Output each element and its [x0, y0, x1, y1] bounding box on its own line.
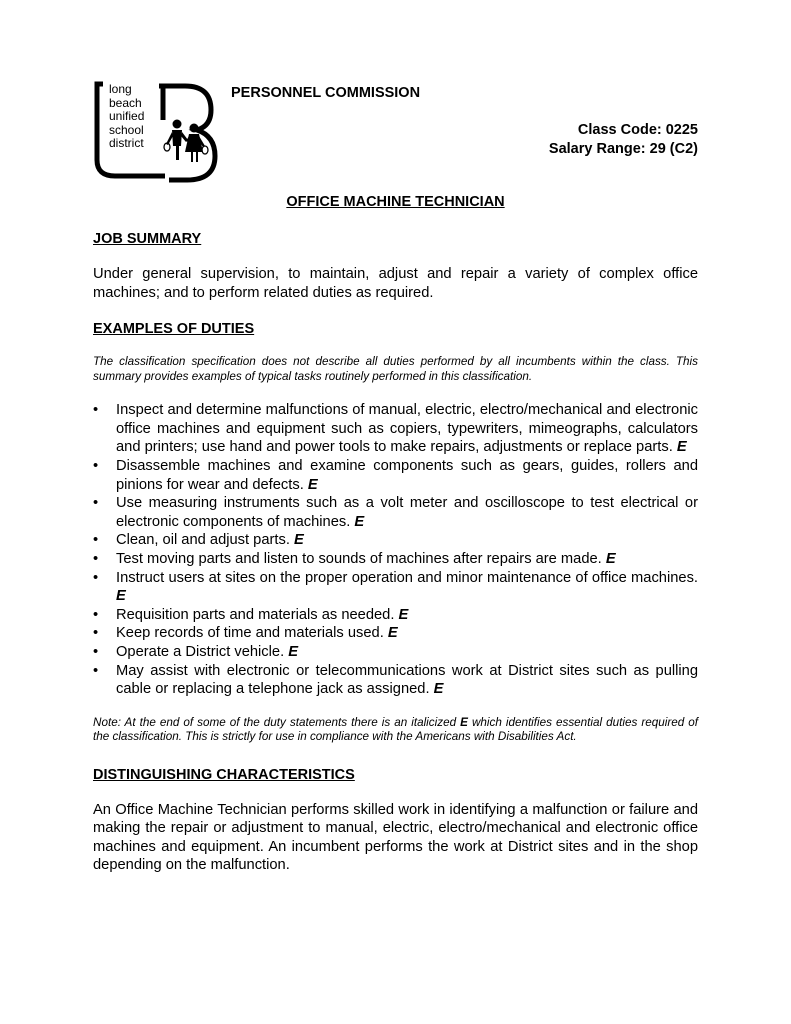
- logo-line: school: [109, 122, 144, 137]
- logo-line: long: [109, 82, 132, 96]
- document-title: OFFICE MACHINE TECHNICIAN: [286, 194, 505, 210]
- duty-item: [93, 569, 698, 606]
- duty-text: May assist with electronic or telecommunications work at District sites such as pulling cable or replacing a telephone jack as assigned.: [116, 662, 698, 698]
- class-info: [549, 121, 698, 159]
- duty-text: Keep records of time and materials used.: [116, 625, 384, 642]
- duty-item: [93, 494, 698, 531]
- duty-item: [93, 643, 698, 662]
- essential-marker: E: [387, 625, 398, 642]
- duty-text: Use measuring instruments such as a volt meter and oscilloscope to test electrical or electronic components of machines.: [116, 495, 698, 530]
- examples-heading: EXAMPLES OF DUTIES: [93, 321, 255, 338]
- essential-marker: E: [354, 513, 365, 530]
- bullet: •: [93, 643, 99, 660]
- essential-marker: E: [398, 606, 409, 623]
- job-summary-text: Under general supervision, to maintain, adjust and repair a variety of complex office machines; and to perform related duties as required.: [93, 266, 698, 301]
- duty-text: Operate a District vehicle.: [116, 643, 285, 660]
- duty-text: Requisition parts and materials as needed.: [116, 606, 395, 623]
- duty-text: Test moving parts and listen to sounds of machines after repairs are made.: [116, 550, 602, 567]
- job-summary-heading: JOB SUMMARY: [93, 231, 202, 247]
- examples-intro: The classification specification does not describe all duties performed by all incumbents within the class. This summary provides examples of typical tasks routinely performed in this classification.: [93, 355, 698, 383]
- essential-marker: E: [605, 550, 616, 567]
- essential-marker: E: [116, 588, 126, 605]
- note-before: Note: At the end of some of the duty statements there is an italicized: [93, 715, 457, 729]
- bullet: •: [93, 550, 99, 567]
- logo-line: unified: [109, 109, 145, 124]
- essential-marker: E: [294, 532, 304, 549]
- essential-marker: E: [433, 681, 444, 698]
- logo-line: beach: [109, 95, 142, 110]
- distinguishing-heading: DISTINGUISHING CHARACTERISTICS: [93, 766, 355, 783]
- note-after: which identifies essential duties required of the classification. This is strictly for use in compliance with the Americans with Disabilities Act.: [93, 715, 699, 744]
- bullet: •: [93, 606, 99, 623]
- essential-marker: E: [676, 439, 687, 456]
- bullet: •: [93, 625, 99, 642]
- logo-line: district: [109, 136, 144, 151]
- essential-marker: E: [288, 643, 299, 660]
- class-code: Class Code: 0225: [577, 122, 698, 138]
- bullet: •: [93, 569, 99, 586]
- note-marker: E: [460, 715, 468, 729]
- duty-text: Inspect and determine malfunctions of manual, electric, electro/mechanical and electronic office machines and equipment such as copiers, typewriters, mimeographs, calculators and printers; use hand and power tools to make repairs, adjustments or replace parts.: [116, 402, 698, 456]
- duty-item: [93, 624, 698, 643]
- distinguishing-text: An Office Machine Technician performs skilled work in identifying a malfunction or failure and making the repair or adjustment to manual, electric, electro/mechanical and electronic office machines and equipment. An incumbent performs the work at District sites and in the shop depending on the malfunction.: [93, 801, 698, 874]
- bullet: •: [93, 402, 99, 419]
- logo-text: [109, 83, 144, 151]
- bullet: •: [93, 532, 99, 549]
- duty-item: [93, 457, 698, 494]
- duty-item: [93, 606, 698, 625]
- duties-list: [93, 401, 698, 699]
- duty-item: [93, 550, 698, 569]
- essential-duties-note: [93, 716, 698, 745]
- commission-title: PERSONNEL COMMISSION: [231, 85, 421, 101]
- duty-text: Instruct users at sites on the proper operation and minor maintenance of office machines.: [116, 569, 698, 586]
- duty-text: Disassemble machines and examine components such as gears, guides, rollers and pinions for wear and defects.: [116, 457, 698, 493]
- duty-item: [93, 401, 698, 457]
- bullet: •: [93, 662, 99, 679]
- duty-text: Clean, oil and adjust parts.: [116, 532, 290, 549]
- duty-item: [93, 662, 698, 699]
- bullet: •: [93, 457, 99, 474]
- salary-range: Salary Range: 29 (C2): [548, 141, 698, 157]
- document-body: [93, 230, 698, 875]
- bullet: •: [93, 495, 99, 512]
- essential-marker: E: [307, 476, 318, 493]
- duty-item: [93, 531, 698, 550]
